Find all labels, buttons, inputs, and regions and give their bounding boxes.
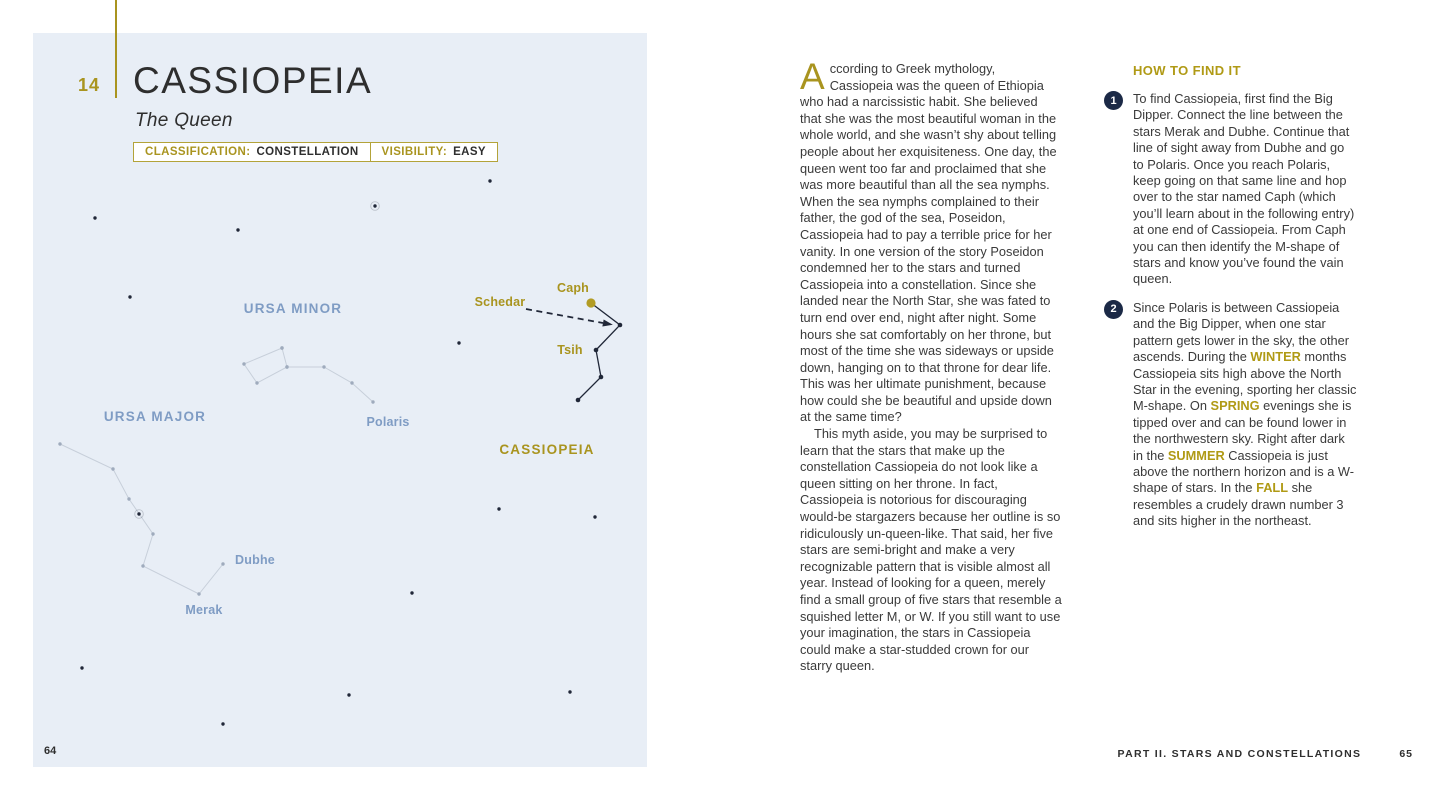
star-label-caph: Caph — [556, 281, 590, 295]
field-star — [488, 179, 491, 182]
classification-box — [133, 142, 371, 162]
right-page-footer — [1118, 748, 1413, 760]
season-highlight: WINTER — [1250, 349, 1301, 365]
field-star — [568, 690, 571, 693]
cassiopeia-line — [578, 303, 620, 400]
star-label-cassiopeia: CASSIOPEIA — [499, 442, 595, 457]
body-text-column — [800, 56, 1062, 675]
cassiopeia-star — [594, 348, 599, 353]
ursa-minor-handle-star — [371, 400, 374, 403]
field-star — [373, 204, 376, 207]
right-page-number: 65 — [1399, 748, 1413, 760]
season-highlight: FALL — [1256, 480, 1289, 496]
ursa-minor-bowl-star — [280, 346, 283, 349]
field-star — [497, 507, 500, 510]
star-label-ursa-minor: URSA MINOR — [243, 301, 343, 316]
part-label: PART II. STARS AND CONSTELLATIONS — [1117, 748, 1362, 760]
ursa-minor-handle-star — [322, 365, 325, 368]
meta-boxes — [133, 142, 498, 162]
ursa-major-chain-line — [60, 444, 223, 594]
ursa-major-chain-star — [151, 532, 154, 535]
classification-label: CLASSIFICATION: — [145, 146, 251, 158]
ursa-major-chain-star — [127, 497, 130, 500]
caph-star — [586, 298, 595, 307]
ursa-major-chain-star — [111, 467, 114, 470]
ursa-major-chain-star — [221, 562, 224, 565]
classification-value: CONSTELLATION — [256, 146, 359, 158]
pointer-arrow-head — [602, 319, 612, 326]
cassiopeia-star — [618, 323, 623, 328]
ursa-minor-handle-star — [285, 365, 288, 368]
entry-divider-rule — [115, 0, 117, 98]
ursa-minor-bowl-star — [255, 381, 258, 384]
field-star — [137, 512, 140, 515]
steps-list — [1104, 91, 1366, 530]
ursa-minor-bowl-line — [244, 348, 287, 383]
field-star — [347, 693, 350, 696]
ursa-minor-handle-star — [350, 381, 353, 384]
step-number-badge: 2 — [1104, 300, 1123, 319]
season-highlight: SPRING — [1210, 398, 1260, 414]
left-page-number: 64 — [44, 745, 57, 757]
star-label-ursa-major: URSA MAJOR — [103, 409, 207, 424]
star-label-polaris: Polaris — [366, 415, 410, 429]
star-label-merak: Merak — [185, 603, 223, 617]
entry-number: 14 — [77, 75, 100, 95]
field-star — [93, 216, 96, 219]
field-star — [593, 515, 596, 518]
field-star — [457, 341, 460, 344]
visibility-box — [371, 142, 498, 162]
ursa-major-chain-star — [197, 592, 200, 595]
ursa-major-chain-star — [58, 442, 61, 445]
season-highlight: SUMMER — [1167, 447, 1225, 463]
page-subtitle: The Queen — [135, 110, 233, 131]
ursa-major-chain-star — [141, 564, 144, 567]
field-star — [221, 722, 224, 725]
step-text: Since Polaris is between Cassiopeia and the Big Dipper, when one star pattern gets lower in the sky, the other ascends. During the WINTER months Cassiopeia sits high above the North Star in the evening, sporting her classic M-shape. On SPRING evenings she is tipped over and can be found lower in the northwestern sky. Right after dark in the SUMMER Cassiopeia is just above the northern horizon and is a W-shape of stars. In the FALL she resembles a crudely drawn number 3 and sits higher in the northeast. — [1133, 299, 1357, 529]
step-number-badge: 1 — [1104, 91, 1123, 110]
body-paragraph: According to Greek mythology, Cassiopeia was the queen of Ethiopia who had a narcissistic habit. She believed that she was the most beautiful woman in the whole world, and she wasn’t shy about telling people about her exquisiteness. One day, the queen went too far and proclaimed that she was more beautiful than all the sea nymphs. When the sea nymphs complained to their father, the god of the sea, Poseidon, Cassiopeia had to pay a terrible price for her vanity. In one version of the story Poseidon condemned her to the stars and turned Cassiopeia into a constellation. Since she landed near the North Star, she was fated to turn end over end, night after night. Some hours she sat comfortably on her throne, but most of the time she was sideways or upside down, hanging on to that throne for dear life. This was her ultimate punishment, because how could she be beautiful and upside down at the same time? — [800, 56, 1057, 425]
drop-cap: A — [800, 56, 825, 97]
visibility-value: EASY — [453, 146, 486, 158]
field-star — [236, 228, 239, 231]
ursa-minor-handle-line — [287, 367, 373, 402]
cassiopeia-star — [576, 398, 581, 403]
step-text: To find Cassiopeia, first find the Big Dipper. Connect the line between the stars Merak and Dubhe. Continue that line of sight away from Dubhe and go to Polaris. Once you reach Polaris, keep going on that same line and hop over to the star named Caph (which you’ll learn about in the following entry) at one end of Cassiopeia. From Caph you can then identify the M-shape of stars and know you’ve found the vain queen. — [1133, 91, 1355, 287]
cassiopeia-star — [599, 375, 604, 380]
step-item — [1104, 91, 1366, 288]
field-star — [128, 295, 131, 298]
pointer-arrow-line — [526, 309, 603, 323]
star-label-dubhe: Dubhe — [235, 553, 275, 567]
page-title: CASSIOPEIA — [133, 60, 373, 101]
ursa-minor-bowl-star — [242, 362, 245, 365]
star-label-schedar: Schedar — [474, 295, 526, 309]
field-star — [80, 666, 83, 669]
how-to-find-it-column — [1104, 63, 1366, 542]
star-label-tsih: Tsih — [557, 343, 583, 357]
body-paragraph: This myth aside, you may be surprised to learn that the stars that make up the constellation Cassiopeia do not look like a queen sitting on her throne. In fact, Cassiopeia is notorious for discouraging would-be stargazers because her outline is so ridiculously un-queen-like. That said, her five stars are semi-bright and make a very recognizable pattern that is visible almost all year. Instead of looking for a queen, merely find a small group of five stars that resemble a squished letter M, or W. If you still want to use your imagination, the stars in Cassiopeia could make a star-studded crown for our starry queen. — [800, 426, 1062, 674]
how-to-find-it-heading: HOW TO FIND IT — [1133, 63, 1241, 78]
visibility-label: VISIBILITY: — [381, 146, 448, 158]
step-item — [1104, 300, 1366, 530]
field-star — [410, 591, 413, 594]
